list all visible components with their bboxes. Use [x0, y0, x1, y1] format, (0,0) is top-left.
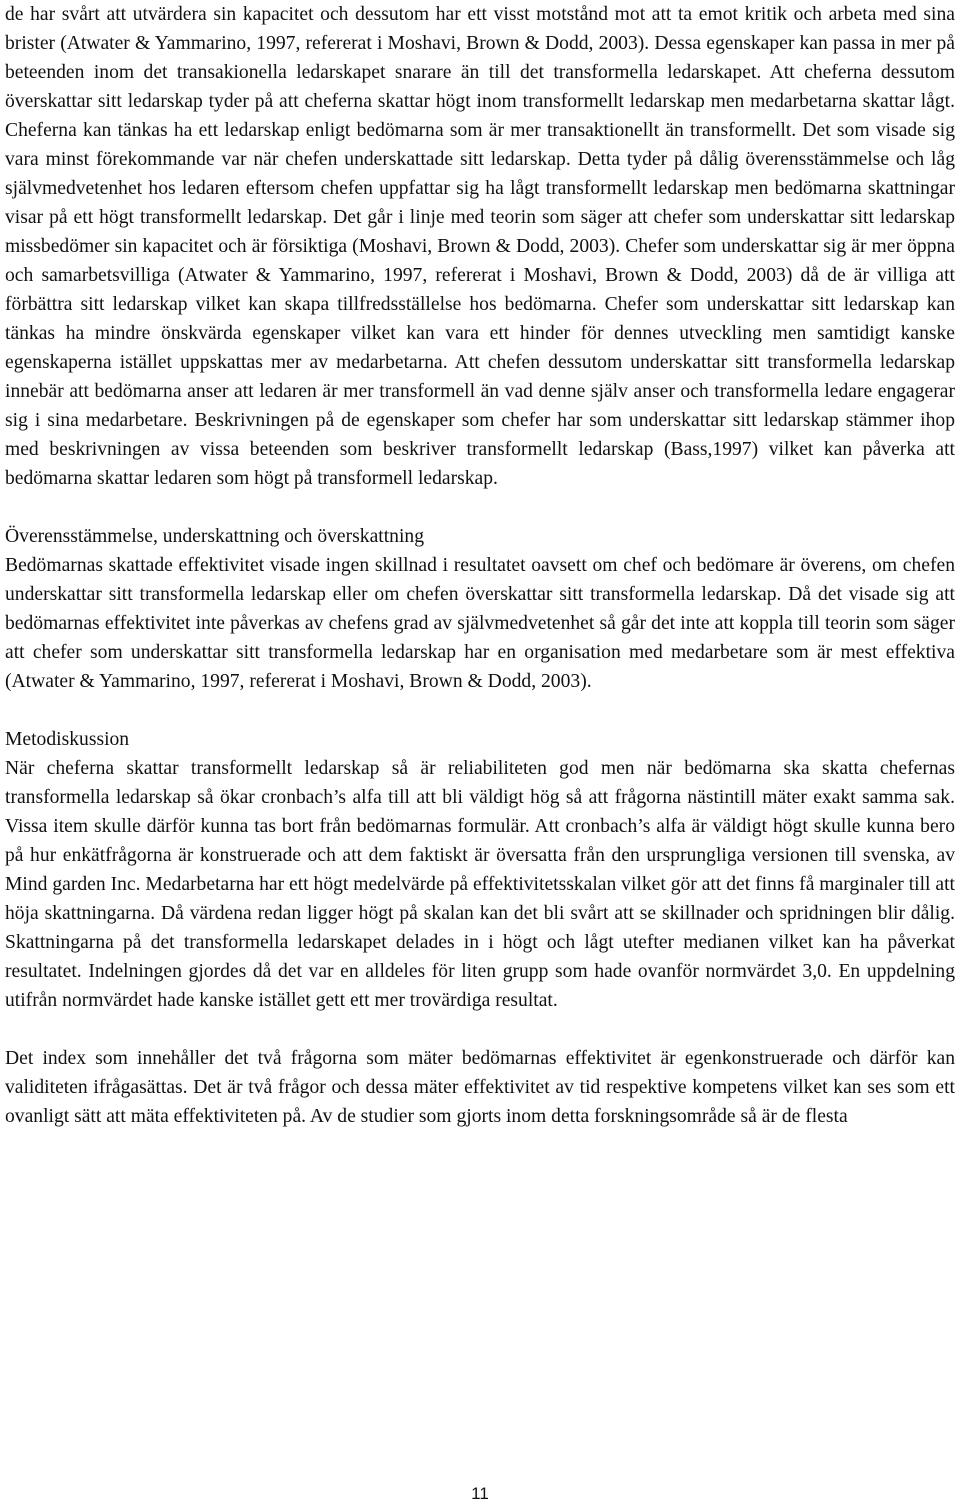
- paragraph-effectiveness: Bedömarnas skattade effektivitet visade ingen skillnad i resultatet oavsett om chef och bedömare är överens, om chefen underskattar sitt transformella ledarskap eller om chefen överskattar sitt transformella ledarskap. Då det visade sig att bedömarnas effektivitet inte påverkas av chefens grad av självmedvetenhet så går det inte att koppla till teorin som säger att chefer som underskattar sitt transformella ledarskap har en organisation med medarbetare som är mest effektiva (Atwater & Yammarino, 1997, refererat i Moshavi, Brown & Dodd, 2003).: [5, 555, 955, 692]
- paragraph-reliability: När cheferna skattar transformellt ledarskap så är reliabiliteten god men när bedömarna ska skatta chefernas transformella ledarskap så ökar cronbach’s alfa till att bli väldigt hög så att frågorna nästintill mäter exakt samma sak. Vissa item skulle därför kunna tas bort från bedömarnas formulär. Att cronbach’s alfa är väldigt högt skulle kunna bero på hur enkätfrågorna är konstruerade och att dem faktiskt är översatta från den ursprungliga versionen till svenska, av Mind garden Inc. Medarbetarna har ett högt medelvärde på effektivitetsskalan vilket gör att det finns få marginaler till att höja skattningarna. Då värdena redan ligger högt på skalan kan det bli svårt att se skillnader och spridningen blir dålig. Skattningarna på det transformella ledarskapet delades in i högt och lågt utefter medianen vilket kan ha påverkat resultatet. Indelningen gjordes då det var en alldeles för liten grupp som hade ovanför normvärdet 3,0. En uppdelning utifrån normvärdet hade kanske istället gett ett mer trovärdiga resultat.: [5, 758, 955, 1011]
- document-page: [5, 0, 955, 1131]
- paragraph-index-validity: Det index som innehåller det två frågorna som mäter bedömarnas effektivitet är egenkonstruerade och därför kan validiteten ifrågasättas. Det är två frågor och dessa mäter effektivitet av tid respektive kompetens vilket kan ses som ett ovanligt sätt att mäta effektiviteten på. Av de studier som gjorts inom detta forskningsområde så är de flesta: [5, 1048, 955, 1127]
- section-heading-agreement: Överensstämmelse, underskattning och överskattning: [5, 526, 424, 547]
- page-number: 11: [471, 1484, 489, 1503]
- section-heading-method-discussion: Metodiskussion: [5, 729, 130, 750]
- paragraph-self-assessment: de har svårt att utvärdera sin kapacitet och dessutom har ett visst motstånd mot att ta emot kritik och arbeta med sina brister (Atwater & Yammarino, 1997, refererat i Moshavi, Brown & Dodd, 2003). Dessa egenskaper kan passa in mer på beteenden inom det transakionella ledarskapet snarare än till det transformella ledarskapet. Att cheferna dessutom överskattar sitt ledarskap tyder på att cheferna skattar högt inom transformellt ledarskap men medarbetarna skattar lågt. Cheferna kan tänkas ha ett ledarskap enligt bedömarna som är mer transaktionellt än transformellt. Det som visade sig vara minst förekommande var när chefen underskattade sitt ledarskap. Detta tyder på dålig överensstämmelse och låg självmedvetenhet hos ledaren eftersom chefen uppfattar sig ha lågt transformellt ledarskap men bedömarna skattningar visar på ett högt transformellt ledarskap. Det går i linje med teorin som säger att chefer som underskattar sitt ledarskap missbedömer sin kapacitet och är försiktiga (Moshavi, Brown & Dodd, 2003). Chefer som underskattar sig är mer öppna och samarbetsvilliga (Atwater & Yammarino, 1997, refererat i Moshavi, Brown & Dodd, 2003) då de är villiga att förbättra sitt ledarskap vilket kan skapa tillfredsställelse hos bedömarna. Chefer som underskattar sitt ledarskap kan tänkas ha mindre önskvärda egenskaper vilket kan vara ett hinder för dennes utveckling men samtidigt kanske egenskaperna istället uppskattas mer av medarbetarna. Att chefen dessutom underskattar sitt transformella ledarskap innebär att bedömarna anser att ledaren är mer transformell än vad denne själv anser och transformella ledare engagerar sig i sina medarbetare. Beskrivningen på de egenskaper som chefer har som underskattar sitt ledarskap stämmer ihop med beskrivningen av vissa beteenden som beskriver transformellt ledarskap (Bass,1997) vilket kan påverka att bedömarna skattar ledaren som högt på transformell ledarskap.: [5, 4, 955, 489]
